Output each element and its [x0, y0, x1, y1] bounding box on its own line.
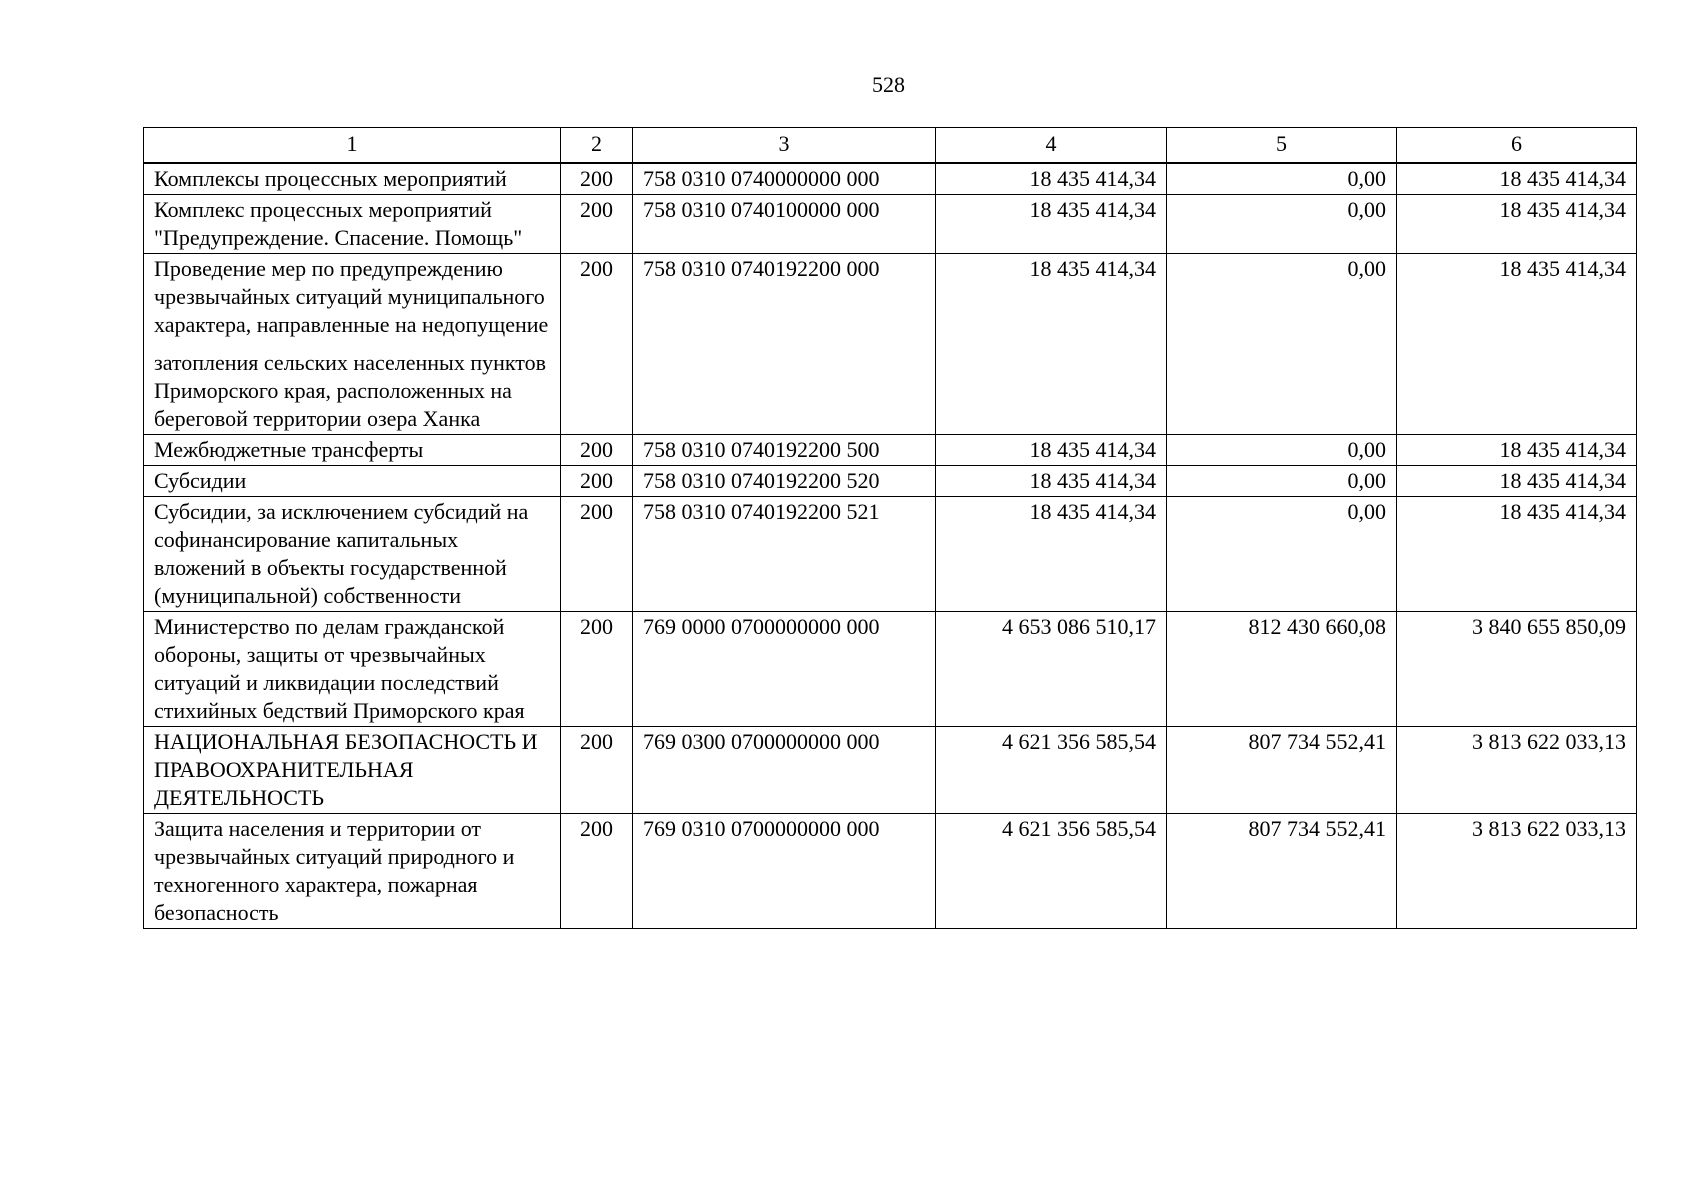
header-row — [144, 128, 1637, 164]
row-code: 200 — [561, 254, 633, 435]
row-name: Министерство по делам гражданской обороны, защиты от чрезвычайных ситуаций и ликвидации последствий стихийных бедствий Приморского края — [144, 612, 561, 727]
row-code: 200 — [561, 612, 633, 727]
row-col6: 18 435 414,34 — [1397, 435, 1637, 466]
row-col5: 0,00 — [1167, 195, 1397, 254]
row-classifier: 758 0310 0740192200 520 — [633, 466, 936, 497]
row-classifier: 769 0000 0700000000 000 — [633, 612, 936, 727]
table-row — [144, 612, 1637, 727]
row-code: 200 — [561, 163, 633, 195]
row-name: Межбюджетные трансферты — [144, 435, 561, 466]
row-col4: 18 435 414,34 — [936, 163, 1167, 195]
row-col6: 18 435 414,34 — [1397, 497, 1637, 612]
row-col5: 0,00 — [1167, 435, 1397, 466]
row-col6: 18 435 414,34 — [1397, 466, 1637, 497]
row-code: 200 — [561, 497, 633, 612]
row-col4: 18 435 414,34 — [936, 195, 1167, 254]
row-code: 200 — [561, 435, 633, 466]
row-col4: 4 653 086 510,17 — [936, 612, 1167, 727]
row-col4: 4 621 356 585,54 — [936, 727, 1167, 814]
row-col4: 18 435 414,34 — [936, 466, 1167, 497]
page-number: 528 — [872, 72, 905, 97]
table-row — [144, 195, 1637, 254]
row-col4: 18 435 414,34 — [936, 435, 1167, 466]
row-col5: 0,00 — [1167, 466, 1397, 497]
header-cell-3: 3 — [633, 128, 936, 164]
table-row — [144, 727, 1637, 814]
header-cell-5: 5 — [1167, 128, 1397, 164]
row-classifier: 758 0310 0740100000 000 — [633, 195, 936, 254]
row-name — [144, 254, 561, 435]
table-row — [144, 814, 1637, 929]
row-name: Субсидии — [144, 466, 561, 497]
row-col5: 0,00 — [1167, 254, 1397, 435]
row-col5: 0,00 — [1167, 163, 1397, 195]
row-col6: 18 435 414,34 — [1397, 163, 1637, 195]
row-name: Комплексы процессных мероприятий — [144, 163, 561, 195]
row-name: Комплекс процессных мероприятий "Предупреждение. Спасение. Помощь" — [144, 195, 561, 254]
row-classifier: 758 0310 0740192200 000 — [633, 254, 936, 435]
table-row — [144, 497, 1637, 612]
row-col6: 3 813 622 033,13 — [1397, 727, 1637, 814]
table-row — [144, 435, 1637, 466]
header-cell-6: 6 — [1397, 128, 1637, 164]
row-classifier: 758 0310 0740192200 521 — [633, 497, 936, 612]
row-name-part-1: Проведение мер по предупреждению чрезвычайных ситуаций муниципального характера, направленные на недопущение — [154, 256, 549, 337]
row-code: 200 — [561, 466, 633, 497]
table-header — [144, 128, 1637, 164]
budget-table — [143, 127, 1637, 929]
row-col5: 812 430 660,08 — [1167, 612, 1397, 727]
row-name: НАЦИОНАЛЬНАЯ БЕЗОПАСНОСТЬ И ПРАВООХРАНИТЕЛЬНАЯ ДЕЯТЕЛЬНОСТЬ — [144, 727, 561, 814]
row-col5: 807 734 552,41 — [1167, 814, 1397, 929]
table-row — [144, 163, 1637, 195]
row-code: 200 — [561, 195, 633, 254]
table-body — [144, 163, 1637, 929]
row-classifier: 758 0310 0740000000 000 — [633, 163, 936, 195]
row-col4: 18 435 414,34 — [936, 254, 1167, 435]
row-code: 200 — [561, 727, 633, 814]
row-classifier: 769 0310 0700000000 000 — [633, 814, 936, 929]
row-col4: 18 435 414,34 — [936, 497, 1167, 612]
row-code: 200 — [561, 814, 633, 929]
table-row — [144, 254, 1637, 435]
row-classifier: 758 0310 0740192200 500 — [633, 435, 936, 466]
row-col6: 3 813 622 033,13 — [1397, 814, 1637, 929]
row-name: Субсидии, за исключением субсидий на софинансирование капитальных вложений в объекты государственной (муниципальной) собственности — [144, 497, 561, 612]
row-classifier: 769 0300 0700000000 000 — [633, 727, 936, 814]
row-col6: 3 840 655 850,09 — [1397, 612, 1637, 727]
header-cell-1: 1 — [144, 128, 561, 164]
row-col6: 18 435 414,34 — [1397, 195, 1637, 254]
header-cell-4: 4 — [936, 128, 1167, 164]
row-name: Защита населения и территории от чрезвычайных ситуаций природного и техногенного характера, пожарная безопасность — [144, 814, 561, 929]
row-col5: 807 734 552,41 — [1167, 727, 1397, 814]
row-col5: 0,00 — [1167, 497, 1397, 612]
row-col6: 18 435 414,34 — [1397, 254, 1637, 435]
row-name-part-2: затопления сельских населенных пунктов Приморского края, расположенных на береговой территории озера Ханка — [154, 350, 546, 431]
row-col4: 4 621 356 585,54 — [936, 814, 1167, 929]
header-cell-2: 2 — [561, 128, 633, 164]
table-row — [144, 466, 1637, 497]
